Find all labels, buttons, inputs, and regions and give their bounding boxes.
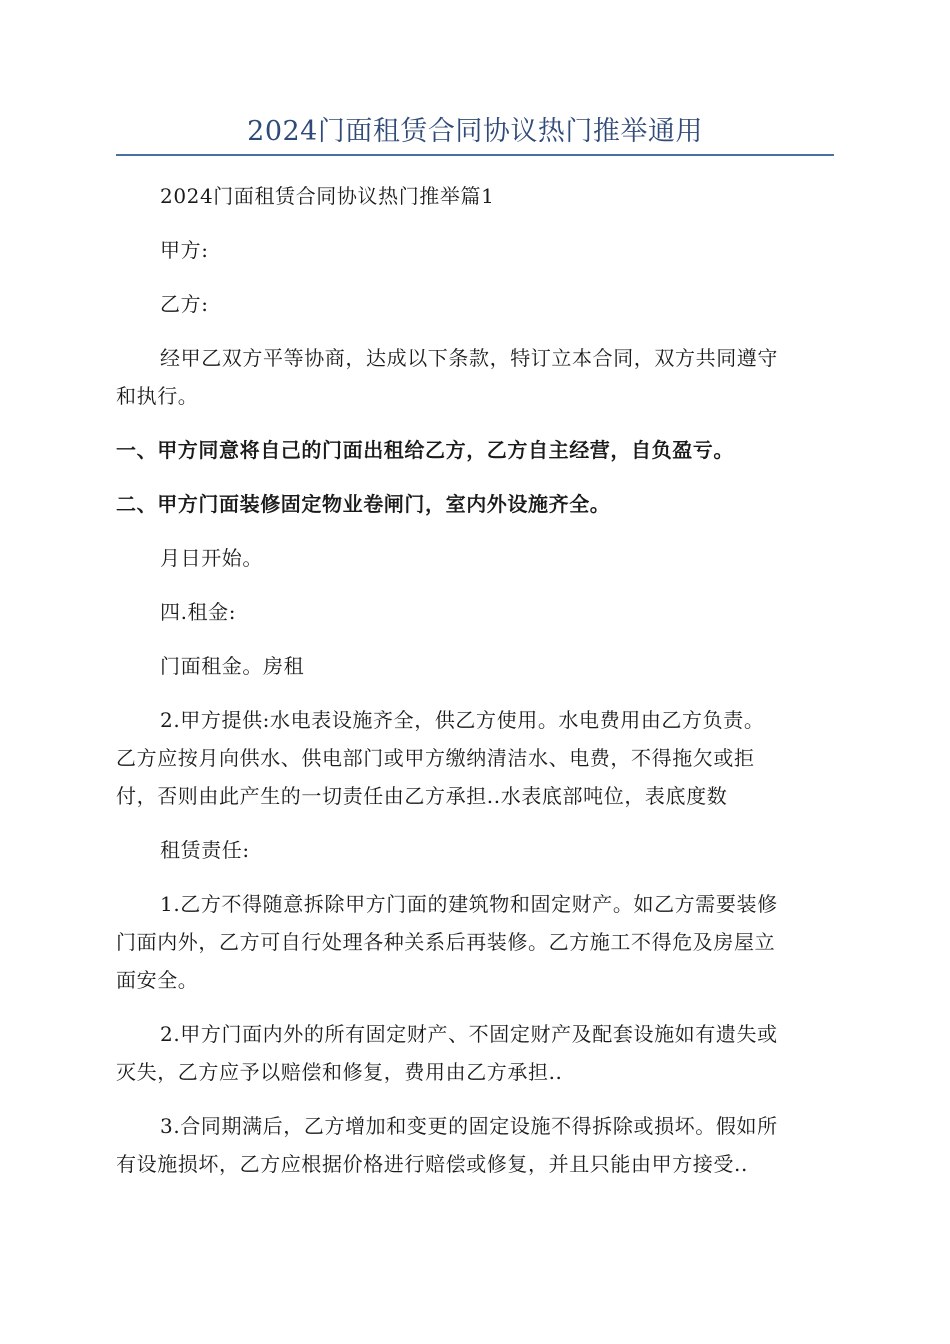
paragraph-intro-line-2: 和执行。 [116,384,199,408]
title-underline [116,154,834,156]
paragraph-intro-line-1: 经甲乙双方平等协商，达成以下条款，特订立本合同，双方共同遵守 [160,346,778,370]
utilities-line-1: 2.甲方提供:水电表设施齐全，供乙方使用。水电费用由乙方负责。 [160,708,765,732]
rent-line: 门面租金。房租 [160,654,305,678]
party-b-line: 乙方: [160,292,209,316]
utilities-line-2: 乙方应按月向供水、供电部门或甲方缴纳清洁水、电费，不得拖欠或拒 [116,746,755,770]
utilities-line-3: 付，否则由此产生的一切责任由乙方承担..水表底部吨位，表底度数 [116,784,728,808]
liability-heading: 租赁责任: [160,838,250,862]
liability-item-1-line-2: 门面内外，乙方可自行处理各种关系后再装修。乙方施工不得危及房屋立 [116,930,776,954]
liability-item-3-line-1: 3.合同期满后，乙方增加和变更的固定设施不得拆除或损坏。假如所 [160,1114,778,1138]
rent-heading: 四.租金: [160,600,237,624]
liability-item-2-line-1: 2.甲方门面内外的所有固定财产、不固定财产及配套设施如有遗失或 [160,1022,778,1046]
liability-item-1-line-3: 面安全。 [116,968,199,992]
liability-item-2-line-2: 灭失，乙方应予以赔偿和修复，费用由乙方承担.. [116,1060,563,1084]
clause-one: 一、甲方同意将自己的门面出租给乙方，乙方自主经营，自负盈亏。 [116,438,734,462]
clause-two: 二、甲方门面装修固定物业卷闸门，室内外设施齐全。 [116,492,611,516]
liability-item-3-line-2: 有设施损坏，乙方应根据价格进行赔偿或修复，并且只能由甲方接受.. [116,1152,748,1176]
start-date-line: 月日开始。 [160,546,263,570]
party-a-line: 甲方: [160,238,209,262]
section-heading: 2024门面租赁合同协议热门推举篇1 [160,184,495,208]
liability-item-1-line-1: 1.乙方不得随意拆除甲方门面的建筑物和固定财产。如乙方需要装修 [160,892,778,916]
document-title: 2024门面租赁合同协议热门推举通用 [247,116,703,147]
